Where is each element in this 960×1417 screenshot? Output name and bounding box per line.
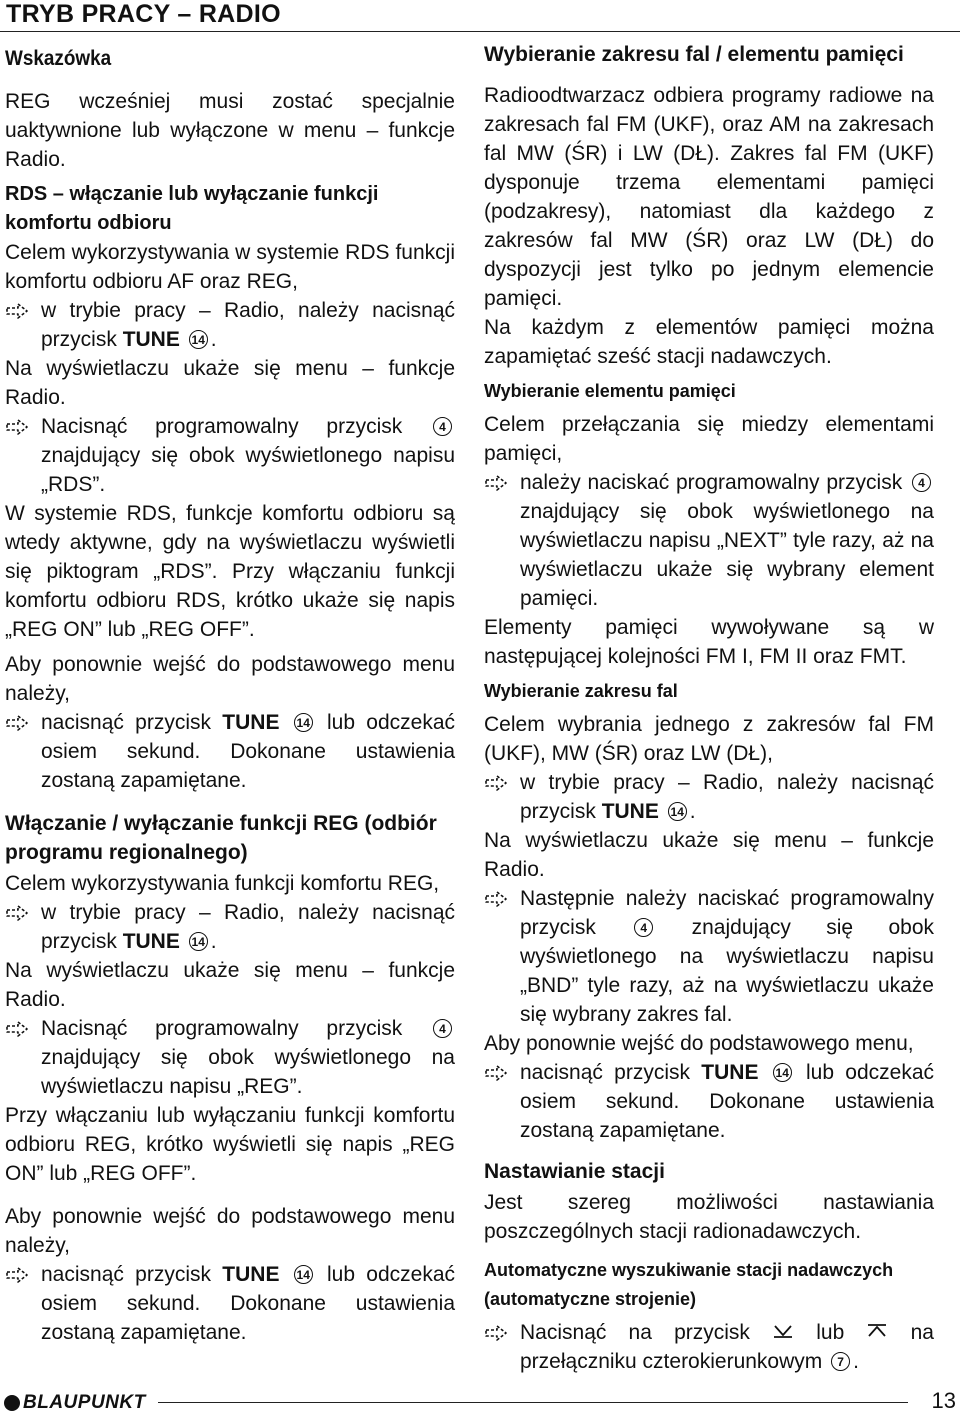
arrow-icon xyxy=(484,475,508,491)
band-back-intro: Aby ponownie wejść do podstawowego menu, xyxy=(484,1032,914,1055)
button-14-icon: 14 xyxy=(189,330,208,349)
band-text-2: Na każdym z elementów pamięci można zapamiętać sześć stacji nadawczych. xyxy=(484,316,934,368)
title-rule xyxy=(0,31,960,32)
tune-button-label: TUNE xyxy=(701,1061,759,1084)
arrow-icon xyxy=(5,419,29,435)
button-4-icon: 4 xyxy=(634,918,653,937)
rds-result-text: W systemie RDS, funkcje komfortu odbioru są wtedy aktywne, gdy na wyświetlaczu wyświetli się piktogram „RDS”. Przy włączaniu funkcji komfortu odbioru RDS, krótko ukaże się napis „REG ON” lub „REG OFF”. xyxy=(5,502,455,641)
arrow-icon xyxy=(5,303,29,319)
note-text: REG wcześniej musi zostać specjalnie uaktywnione lub wyłączone w menu – funkcje Radio. xyxy=(5,90,455,171)
logo-dot-icon xyxy=(4,1395,20,1411)
seek-up-icon xyxy=(866,1324,888,1338)
band-select-heading: Wybieranie zakresu fal xyxy=(484,681,678,701)
right-column xyxy=(484,40,934,1376)
arrow-icon xyxy=(5,1021,29,1037)
reg-intro: Celem wykorzystywania funkcji komfortu REG, xyxy=(5,872,440,895)
reg-result-text: Przy włączaniu lub wyłączaniu funkcji komfortu odbioru REG, krótko wyświetli się napis „REG ON” lub „REG OFF”. xyxy=(5,1104,455,1185)
button-7-icon: 7 xyxy=(831,1352,850,1371)
rds-step-1: w trybie pracy – Radio, należy nacisnąć przycisk TUNE 14 . xyxy=(5,296,455,354)
memory-heading: Wybieranie elementu pamięci xyxy=(484,381,736,401)
memory-step: należy naciskać programowalny przycisk 4 znajdujący się obok wyświetlonego na wyświetlaczu napisu „NEXT” tyle razy, aż na wyświetlaczu ukaże się wybrany element pamięci. xyxy=(484,468,934,613)
arrow-icon xyxy=(484,1325,508,1341)
tune-button-label: TUNE xyxy=(222,1263,280,1286)
tune-button-label: TUNE xyxy=(122,930,180,953)
button-14-icon: 14 xyxy=(189,932,208,951)
button-4-icon: 4 xyxy=(433,417,452,436)
rds-step-2: Nacisnąć programowalny przycisk 4 znajdujący się obok wyświetlonego napisu „RDS”. xyxy=(5,412,455,499)
arrow-icon xyxy=(484,775,508,791)
left-column xyxy=(5,40,455,1347)
button-14-icon: 14 xyxy=(294,713,313,732)
rds-display-text: Na wyświetlaczu ukaże się menu – funkcje Radio. xyxy=(5,357,455,409)
back-step: nacisnąć przycisk TUNE 14 lub odczekać osiem sekund. Dokonane ustawienia zostaną zapamiętane. xyxy=(5,708,455,795)
tune-button-label: TUNE xyxy=(601,800,659,823)
reg-heading: Włączanie / wyłączanie funkcji REG (odbiór programu regionalnego) xyxy=(5,812,437,864)
band-display-text: Na wyświetlaczu ukaże się menu – funkcje Radio. xyxy=(484,829,934,881)
arrow-icon xyxy=(5,715,29,731)
footer-rule xyxy=(158,1402,908,1403)
arrow-icon xyxy=(5,1267,29,1283)
reg-step-2: Nacisnąć programowalny przycisk 4 znajdujący się obok wyświetlonego na wyświetlaczu napisu „REG”. xyxy=(5,1014,455,1101)
band-select-intro: Celem wybrania jednego z zakresów fal FM (UKF), MW (ŚR) oraz LW (DŁ), xyxy=(484,713,934,765)
rds-heading: RDS – włączanie lub wyłączanie funkcji komfortu odbioru xyxy=(5,183,379,234)
page-title: TRYB PRACY – RADIO xyxy=(6,0,281,28)
button-14-icon: 14 xyxy=(294,1265,313,1284)
arrow-icon xyxy=(484,1065,508,1081)
back-intro: Aby ponownie wejść do podstawowego menu należy, xyxy=(5,653,455,705)
brand-name: BLAUPUNKT xyxy=(23,1392,146,1413)
rds-intro: Celem wykorzystywania w systemie RDS funkcji komfortu odbioru AF oraz REG, xyxy=(5,241,455,293)
back2-step: nacisnąć przycisk TUNE 14 lub odczekać osiem sekund. Dokonane ustawienia zostaną zapamiętane. xyxy=(5,1260,455,1347)
button-14-icon: 14 xyxy=(773,1063,792,1082)
button-14-icon: 14 xyxy=(668,802,687,821)
tune-button-label: TUNE xyxy=(222,711,280,734)
band-back-step: nacisnąć przycisk TUNE 14 lub odczekać osiem sekund. Dokonane ustawienia zostaną zapamiętane. xyxy=(484,1058,934,1145)
arrow-icon xyxy=(484,891,508,907)
memory-result: Elementy pamięci wywoływane są w następującej kolejności FM I, FM II oraz FMT. xyxy=(484,616,934,668)
button-4-icon: 4 xyxy=(433,1019,452,1038)
band-heading: Wybieranie zakresu fal / elementu pamięci xyxy=(484,43,904,66)
band-step-1: w trybie pracy – Radio, należy nacisnąć przycisk TUNE 14 . xyxy=(484,768,934,826)
tuning-text: Jest szereg możliwości nastawiania poszczególnych stacji radionadawczych. xyxy=(484,1191,934,1243)
brand-logo xyxy=(4,1392,146,1414)
auto-tuning-step: Nacisnąć na przycisk lub na przełączniku czterokierunkowym 7 . xyxy=(484,1318,934,1376)
reg-display-text: Na wyświetlaczu ukaże się menu – funkcje Radio. xyxy=(5,959,455,1011)
arrow-icon xyxy=(5,905,29,921)
page-number: 13 xyxy=(931,1388,956,1413)
memory-intro: Celem przełączania się miedzy elementami pamięci, xyxy=(484,413,934,465)
seek-down-icon xyxy=(772,1324,794,1338)
tuning-heading: Nastawianie stacji xyxy=(484,1160,665,1183)
band-step-2: Następnie należy naciskać programowalny przycisk 4 znajdujący się obok wyświetlonego na wyświetlaczu napisu „BND” tyle razy, aż na wyświetlaczu ukaże się wybrany zakres fal. xyxy=(484,884,934,1029)
note-heading: Wskazówka xyxy=(5,47,112,70)
tune-button-label: TUNE xyxy=(122,328,180,351)
button-4-icon: 4 xyxy=(912,473,931,492)
auto-tuning-heading: Automatyczne wyszukiwanie stacji nadawczych (automatyczne strojenie) xyxy=(484,1260,894,1309)
band-text: Radioodtwarzacz odbiera programy radiowe na zakresach fal FM (UKF), oraz AM na zakresach fal MW (ŚR) i LW (DŁ). Zakres fal FM (UKF) dysponuje trzema elementami pamięci (podzakresy), natomiast dla każdego z zakresów fal MW (ŚR) oraz LW (DŁ) do dyspozycji jest tylko po jednym elemencie pamięci. xyxy=(484,84,934,310)
reg-step-1: w trybie pracy – Radio, należy nacisnąć przycisk TUNE 14 . xyxy=(5,898,455,956)
back2-intro: Aby ponownie wejść do podstawowego menu należy, xyxy=(5,1205,455,1257)
